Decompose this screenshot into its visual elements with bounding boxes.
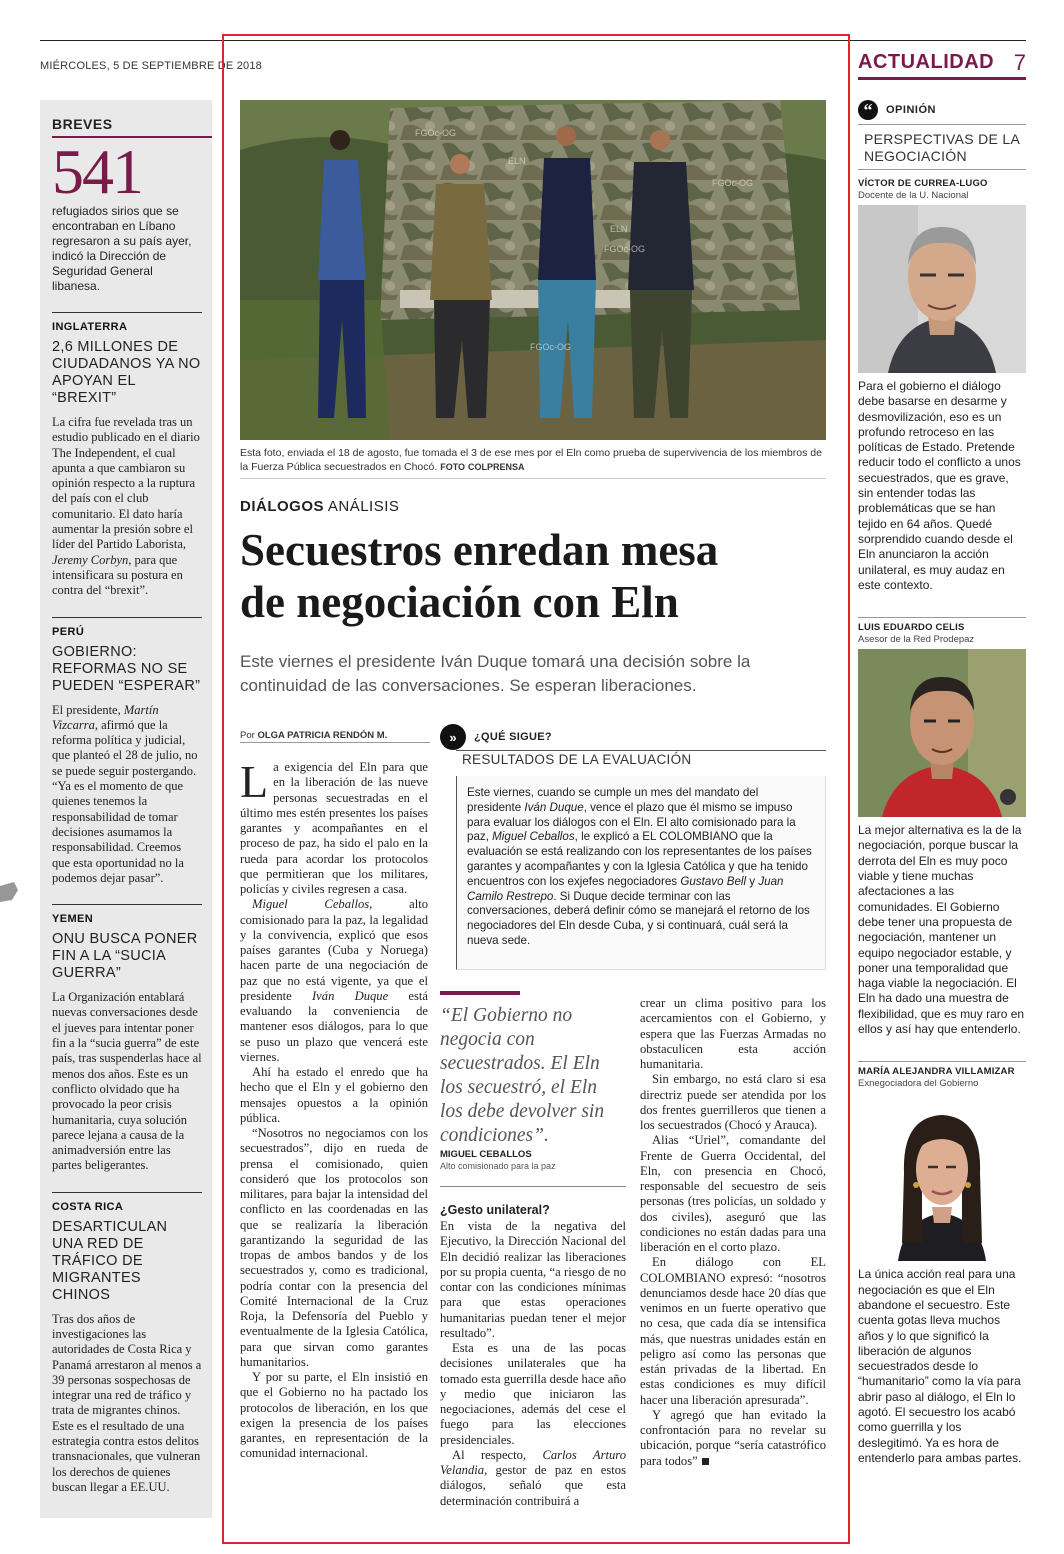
article-kicker: DIÁLOGOS ANÁLISIS [240,498,400,515]
page-number: 7 [1013,49,1026,75]
quote-author: MIGUEL CEBALLOS [440,1149,532,1160]
columnist-name: LUIS EDUARDO CELIS [858,622,965,634]
brief-body: El presidente, Martín Vizcarra, afirmó que la reforma política y judicial, que planteó el 28 de julio, no se puede seguir postergando. “Ya es el momento de que quienes tenemos la responsabilidad de tomar decisiones asumamos la responsabilidad. Creemos que esta oportunidad no la podemos dejar pasar”. [52,702,198,885]
columnist-photo [858,205,1026,373]
quote-separator [440,1186,626,1187]
brief-item [52,617,202,887]
brief-body: La cifra fue revelada tras un estudio publicado en el diario The Independent, el cual apunta a que cambiaron su opinión respecto a la ruptura del país con el club comunitario. El dato haría aumentar la presión sobre el líder del Partido Laborista, Jeremy Corbyn, para que intensificara su postura en contra del “brexit”. [52,415,200,598]
double-chevron-icon: » [440,724,466,750]
brief-country: INGLATERRA [52,321,128,333]
brief-title: 2,6 MILLONES DE CIUDADANOS YA NO APOYAN EL “BREXIT” [52,339,201,406]
breves-header [52,116,212,138]
breves-label: BREVES [52,116,113,132]
brief-body: La Organización entablará nuevas conversaciones desde el jueves para intentar poner fin a la “sucia guerra” de este país, tras suspenderlas hace al menos dos años. Este es un conflicto olvidado que ha provocado la peor crisis humanitaria, cuya solución parece lejana a causa de la animadversión entre las partes beligerantes. [52,990,202,1173]
print-smudge [0,880,20,904]
breves-sidebar [40,100,212,1518]
photo-watermark: FGOc-OG [530,342,571,352]
photo-watermark: ELN [610,224,628,234]
que-sigue-box: Este viernes, cuando se cumple un mes del mandato del presidente Iván Duque, vence el plazo que él mismo se impuso para evaluar los diálogos con el Eln. El alto comisionado para la paz, Miguel Ceballos, le explicó a EL COLOMBIANO que la evaluación se está realizando con los representantes de los países garantes y acompañantes y con la Iglesia Católica y que ha tenido encuentros con los exjefes negociadores Gustavo Bell y Juan Camilo Restrepo. Si Duque decide terminar con las conversaciones, deberá definir cómo se manejará el retorno de los negociadores del Eln desde Cuba, y si continuará, cuál será la nueva sede. [456,776,826,970]
columnist-text: La mejor alternativa es la de la negociación, porque buscar la derrota del Eln es muy poco viable y tiene muchas afectaciones a las comunidades. El Gobierno debe tener una propuesta de negociación, mantener un equipo negociador estable, y poner una temporalidad que haga viable la negociación. El Eln ha dado una muestra de flexibilidad, que es muy raro en ellos y así hay que entenderlo. [858,823,1025,1037]
hostages-photo [240,100,826,440]
que-sigue-header [440,724,552,750]
columnist-photo [858,1093,1026,1261]
dropcap: L [240,756,269,807]
columnist-role: Docente de la U. Nacional [858,190,969,201]
breves-big-text: refugiados sirios que se encontraban en Líbano regresaron a su país ayer, indicó la Dirección de Seguridad General libanesa. [52,204,192,293]
brief-country: PERÚ [52,625,85,638]
photo-watermark: FGOc-OG [415,128,456,138]
columnist-card [858,178,1026,593]
brief-title: ONU BUSCA PONER FIN A LA “SUCIA GUERRA” [52,931,198,982]
columnist-photo [858,649,1026,817]
brief-title: GOBIERNO: REFORMAS NO SE PUEDEN “ESPERAR” [52,643,201,694]
article-column-3: crear un clima positivo para los acercamientos con el Gobierno, y espera que las Fuerzas Armadas no obstaculicen esta acción humanitaria. Sin embargo, no está claro si esa directriz puede ser atendida por los dos frentes guerrilleros que tienen a los secuestrados (Chocó y Arauca). Alias “Uriel”, comandante del Frente de Guerra Occidental, del Eln, con presencia en Chocó, responsable del secuestro de seis personas (tres policías, un soldado y dos civiles), aseguró que las condiciones no están dadas para una liberación en el corto plazo. En diálogo con EL COLOMBIANO expresó: “nosotros denunciamos desde hace 20 días que venimos en un fuerte operativo que no cesa, que cada día se intensifica más, que nuestras unidades están en peligro así como las personas que están privadas de la libertad. En estas condiciones es muy difícil hacer una liberación apresurada”. Y agregó que han evitado la confrontación para no revelar su ubicación, porque “sería catastrófico para todos” [640,996,826,1468]
article-column-1: La exigencia del Eln para que en la liberación de las nueve personas secuestradas en el último mes estén presentes los países garantes y acompañantes en el proceso de paz, ha sido el palo en la rueda para acordar los protocolos que permitieran que los militares, policías y civiles regresen a casa. Miguel Ceballos, alto comisionado para la paz, la legalidad y la convivencia, explicó que esos países garantes (Cuba y Noruega) hacen parte de una negociación de paz que no está vigente, ya que el presidente Iván Duque está evaluando la conveniencia de mantener esos diálogos, para lo que se puso un plazo que vencerá este viernes. Ahí ha estado el enredo que ha hecho que el Eln y el gobierno den mensajes opuestos a la opinión pública. “Nosotros no negociamos con los secuestrados”, dijo en rueda de prensa el comisionado, quien consideró que los protocolos son militares, para bajar la intensidad del conflicto en las coordenadas en las que se realizaría la liberación garantizando la seguridad de las tropas de ambos bandos y de los secuestrados y, como es tradicional, podría contar con la presencia del Comité Internacional de la Cruz Roja, la Defensoría del Pueblo y eventualmente de la Iglesia Católica, para que sirvan como garantes humanitarios. Y por su parte, el Eln insistió en que el Gobierno no ha pactado los protocolos de liberación, en los que exigen la presencia de los países garantes, en representación de la comunidad internacional. [240,756,428,1461]
photo-watermark: ELN [508,156,526,166]
byline: Por OLGA PATRICIA RENDÓN M. [240,730,388,741]
columnist-name: VÍCTOR DE CURREA-LUGO [858,178,988,189]
brief-body: Tras dos años de investigaciones las autoridades de Costa Rica y Panamá arrestaron al menos a 39 personas sospechosas de integrar una red de tráfico y trata de migrantes chinos. Este es el resultado de una estrategia contra estos delitos transnacionales, que vulneran los derechos de quienes buscan llegar a EE.UU. [52,1311,202,1494]
section-header [858,48,1026,80]
columnist-card [858,1061,1026,1466]
columnist-card [858,617,1026,1037]
opinion-header [858,100,1026,120]
columnist-role: Exnegociadora del Gobierno [858,1078,979,1090]
columnist-name: MARÍA ALEJANDRA VILLAMIZAR [858,1066,1015,1078]
quote-rule [440,991,520,995]
photo-watermark: FGOc-OG [604,244,645,254]
article-deck: Este viernes el presidente Iván Duque tomará una decisión sobre la continuidad de las conversaciones. Se esperan liberaciones. [240,652,751,695]
hostages-photo-illustration [240,100,826,440]
columnist-text: Para el gobierno el diálogo debe basarse en desarme y desmovilización, eso es un profundo retroceso en las políticas de Estado. Pretende reducir todo el conflicto a unos secuestrados, que es grave, sin entender todas las problemáticas que se han tejido en 64 años. Quedé sorprendido cuando desde el Eln anunciaron la acción unilateral, es muy audaz en este contexto. [858,379,1021,592]
brief-country: COSTA RICA [52,1200,124,1213]
que-sigue-label: ¿QUÉ SIGUE? [474,731,552,743]
opinion-title: PERSPECTIVAS DE LA NEGOCIACIÓN [858,124,1026,170]
byline-rule [240,742,430,743]
pull-quote: “El Gobierno no negocia con secuestrados. El Eln los secuestró, el Eln los debe devolver sin condiciones”. [440,1005,605,1146]
section-name: ACTUALIDAD [858,51,995,73]
caption-rule [240,478,826,479]
article-column-2: En vista de la negativa del Ejecutivo, la Dirección Nacional del Eln decidió realizar las liberaciones por su propia cuenta, “a riesgo de no contar con las condiciones mínimas para que estas operaciones humanitarias puedan tener el mejor resultado”. Esta es una de las pocas decisiones unilaterales que ha tomado esta guerrilla desde hace año y medio que iniciaron las negociaciones, además del cese el fuego para las elecciones presidenciales. Al respecto, Carlos Arturo Velandia, gestor de paz en estos diálogos, señaló que esta determinación contribuirá a [440,1219,626,1508]
breves-big-number: 541 [52,136,142,207]
brief-item [52,1192,202,1496]
quote-mark-icon: “ [858,100,878,120]
brief-country: YEMEN [52,913,94,926]
opinion-column [858,100,1026,1466]
quote-role: Alto comisionado para la paz [440,1161,556,1171]
dateline: MIÉRCOLES, 5 DE SEPTIEMBRE DE 2018 [40,60,262,72]
columnist-text: La única acción real para una negociación es que el Eln abandone el secuestro. Este cuenta gotas lleva muchos años y lo que significó la liberación de algunos secuestrados desde lo “humanitario” como la vía para abrir paso al diálogo, el Eln lo agotó. El secuestro los acabó como guerrilla y los deslegitimó. Ya es hora de entenderlo para ambas partes. [858,1267,1022,1465]
brief-title: DESARTICULAN UNA RED DE TRÁFICO DE MIGRANTES CHINOS [52,1218,168,1303]
brief-item [52,312,202,599]
que-sigue-rule [456,750,826,751]
photo-caption: Esta foto, enviada el 18 de agosto, fue tomada el 3 de ese mes por el Eln como prueba de supervivencia de los miembros de la Fuerza Pública secuestrados en Chocó. FOTO COLPRENSA [240,447,822,473]
que-sigue-title: RESULTADOS DE LA EVALUACIÓN [462,752,692,767]
brief-item [52,904,202,1174]
opinion-label: OPINIÓN [886,104,936,116]
end-mark [702,1458,709,1465]
photo-watermark: FGOc-OG [712,178,753,188]
columnist-role: Asesor de la Red Prodepaz [858,634,975,646]
subhead: ¿Gesto unilateral? [440,1203,550,1217]
article-headline: Secuestros enredan mesa de negociación con Eln [240,525,719,627]
